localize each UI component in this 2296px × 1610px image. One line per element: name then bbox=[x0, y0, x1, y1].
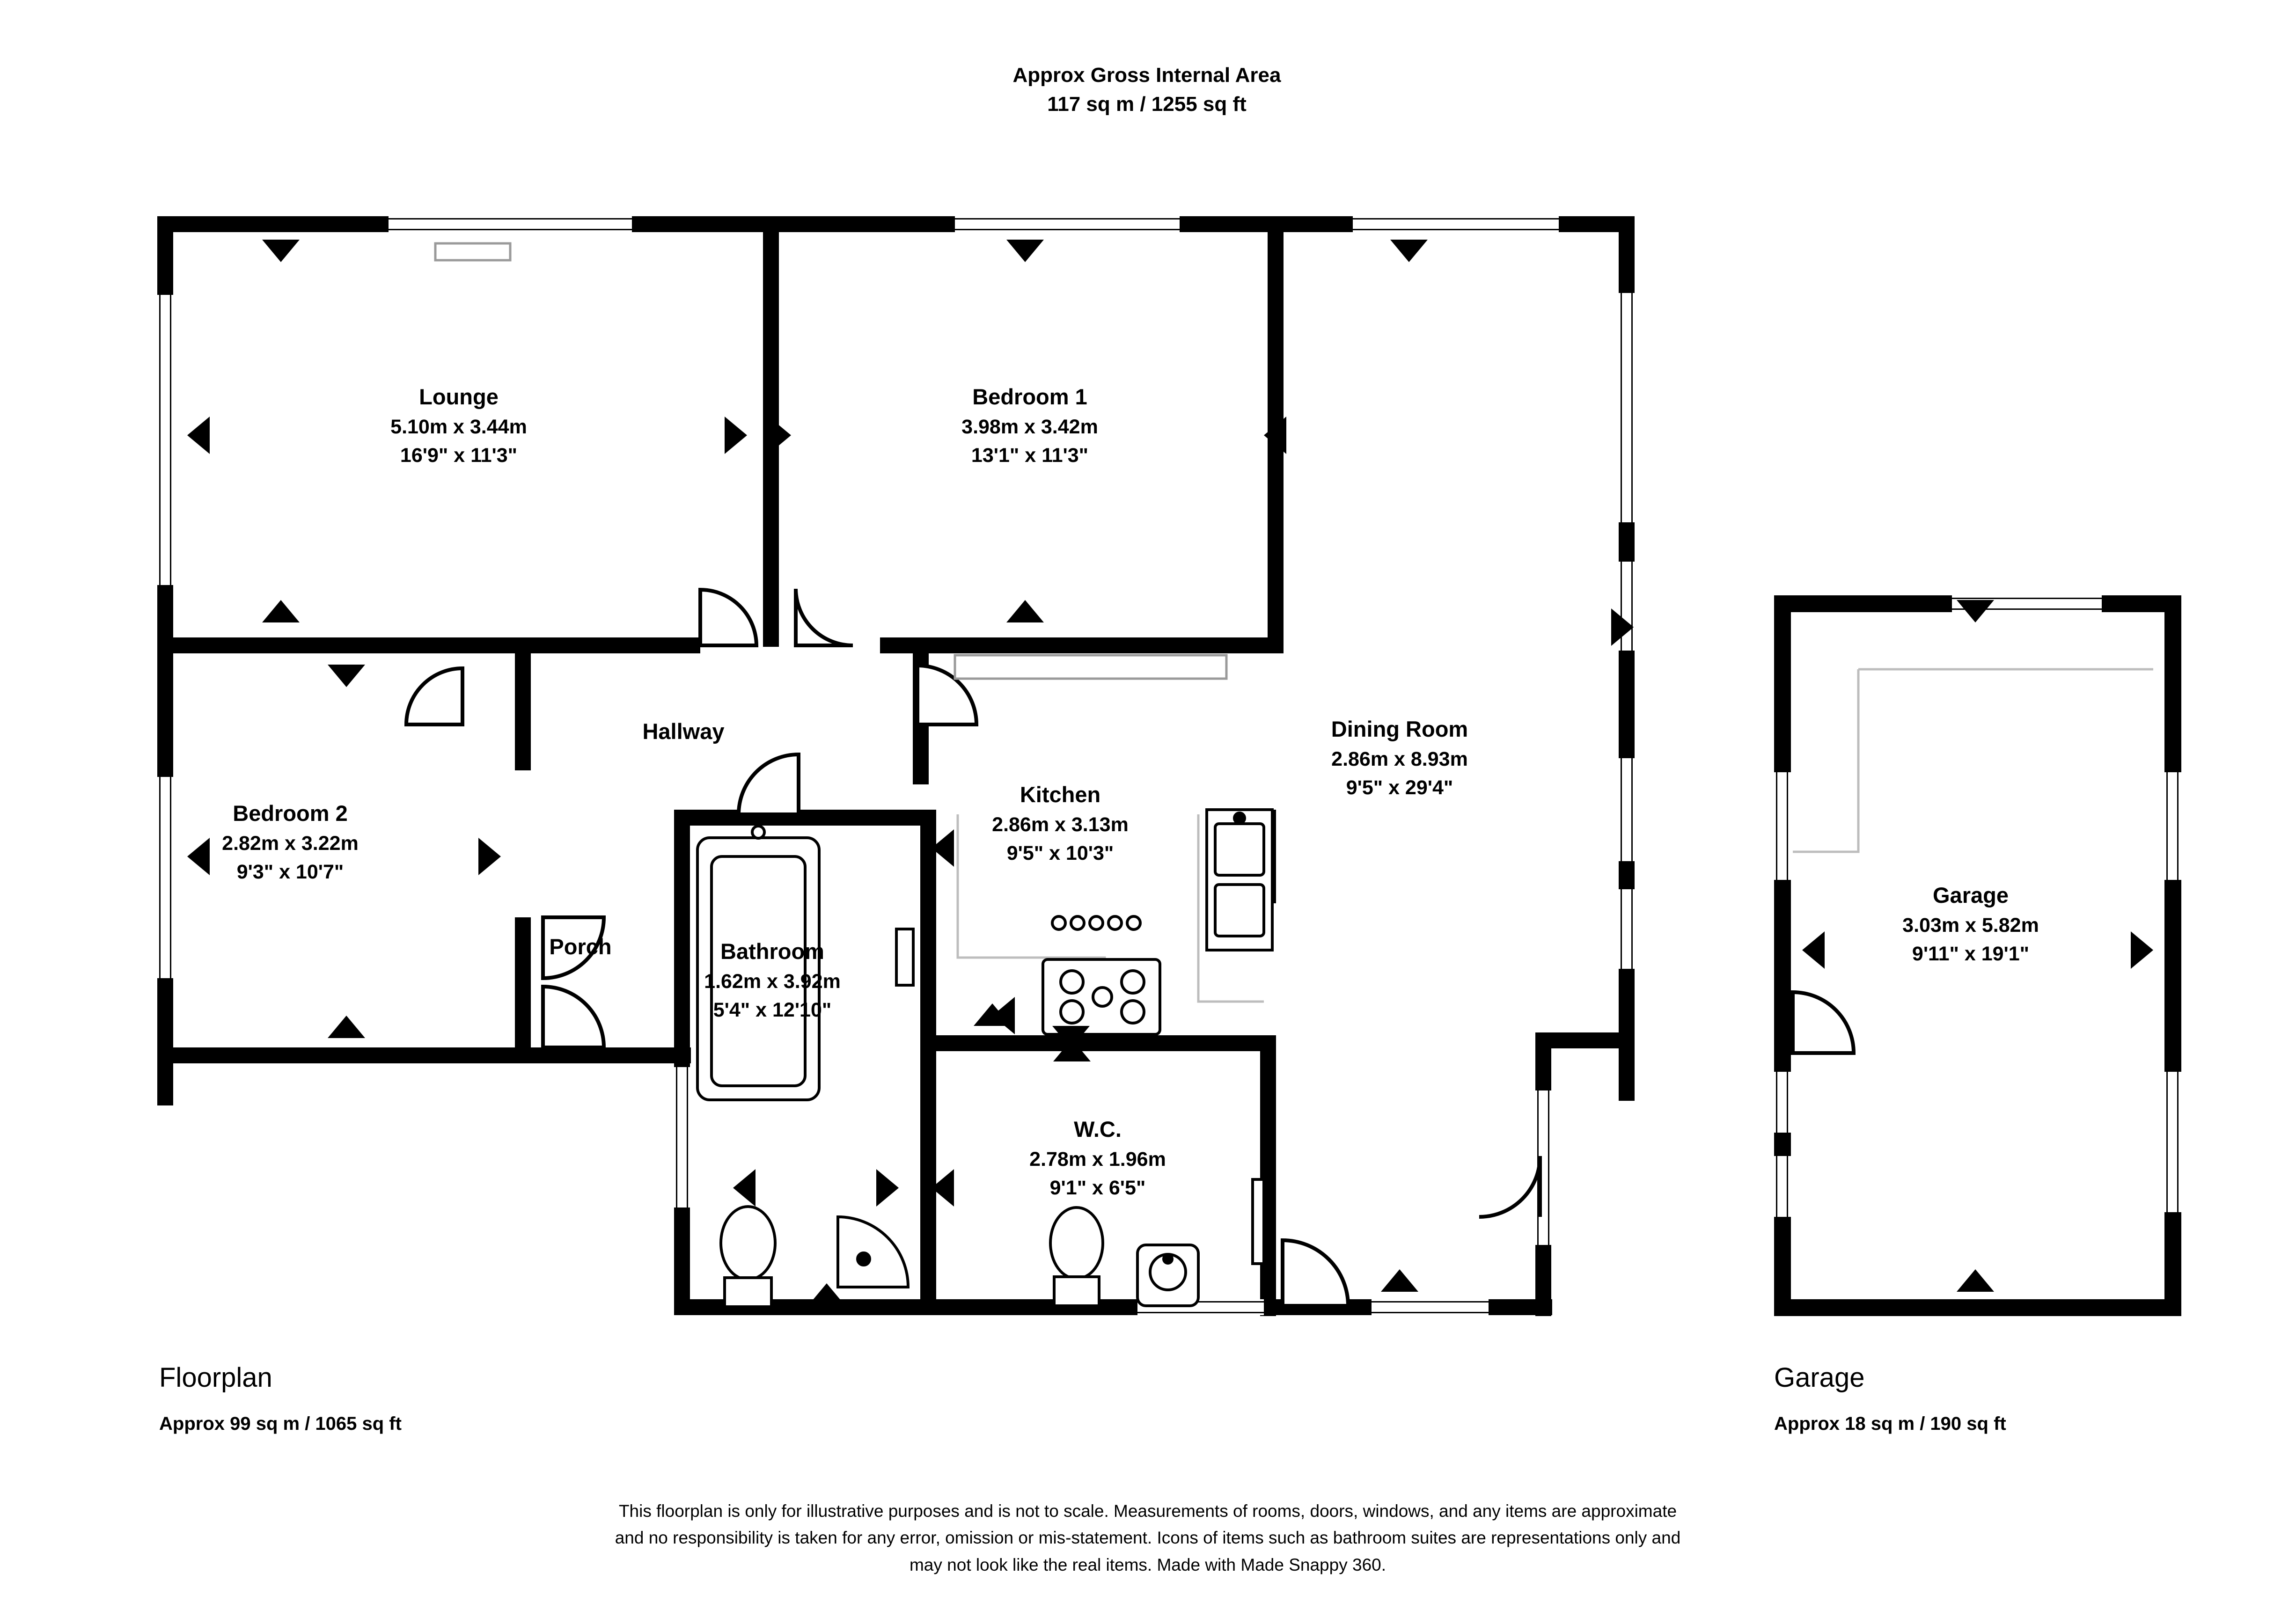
floorplan-title: Floorplan bbox=[159, 1362, 272, 1393]
room-label-garage bbox=[1840, 880, 2102, 968]
gia-line2: 117 sq m / 1255 sq ft bbox=[1047, 93, 1247, 116]
garage-name: Garage bbox=[1933, 883, 2009, 907]
room-label-hallway bbox=[594, 716, 772, 747]
disclaimer-line3: may not look like the real items. Made with Made Snappy 360. bbox=[909, 1555, 1386, 1574]
garage-imperial: 9'11" x 19'1" bbox=[1912, 942, 2030, 965]
disclaimer bbox=[305, 1498, 1990, 1578]
kitchen-metric: 2.86m x 3.13m bbox=[992, 813, 1129, 836]
wc-imperial: 9'1" x 6'5" bbox=[1049, 1176, 1146, 1199]
garage-area: Approx 18 sq m / 190 sq ft bbox=[1774, 1413, 2006, 1434]
dining-metric: 2.86m x 8.93m bbox=[1331, 747, 1468, 770]
room-label-bedroom-2 bbox=[173, 798, 407, 886]
disclaimer-line2: and no responsibility is taken for any error, omission or mis-statement. Icons of items such as bathroom suites are representations only and bbox=[615, 1528, 1681, 1548]
bedroom2-metric: 2.82m x 3.22m bbox=[222, 832, 359, 855]
room-label-dining-room bbox=[1269, 714, 1531, 802]
bathroom-fixtures bbox=[697, 826, 913, 1307]
room-label-bathroom bbox=[665, 936, 880, 1025]
room-label-kitchen bbox=[955, 779, 1166, 868]
kitchen-name: Kitchen bbox=[1020, 782, 1101, 807]
garage-metric: 3.03m x 5.82m bbox=[1902, 914, 2039, 937]
hallway-name: Hallway bbox=[642, 719, 725, 744]
garage-door bbox=[1793, 992, 1854, 1053]
room-label-porch bbox=[510, 931, 651, 963]
disclaimer-line1: This floorplan is only for illustrative purposes and is not to scale. Measurements of rooms, doors, windows, and any items are approximate bbox=[618, 1501, 1677, 1521]
dining-imperial: 9'5" x 29'4" bbox=[1346, 776, 1453, 799]
gia-line1: Approx Gross Internal Area bbox=[1012, 64, 1281, 87]
bathroom-name: Bathroom bbox=[720, 939, 824, 964]
bedroom1-metric: 3.98m x 3.42m bbox=[961, 415, 1098, 438]
bathroom-metric: 1.62m x 3.92m bbox=[704, 970, 841, 993]
floorplan-area: Approx 99 sq m / 1065 sq ft bbox=[159, 1413, 402, 1434]
lounge-imperial: 16'9" x 11'3" bbox=[400, 444, 518, 467]
lounge-metric: 5.10m x 3.44m bbox=[390, 415, 527, 438]
bathroom-imperial: 5'4" x 12'10" bbox=[713, 998, 832, 1021]
bedroom2-name: Bedroom 2 bbox=[233, 801, 348, 826]
garage-details bbox=[1793, 669, 2153, 852]
room-label-lounge bbox=[342, 381, 576, 470]
dining-name: Dining Room bbox=[1331, 717, 1468, 741]
garage-title: Garage bbox=[1774, 1362, 1865, 1393]
wc-metric: 2.78m x 1.96m bbox=[1029, 1148, 1166, 1171]
room-label-bedroom-1 bbox=[908, 381, 1152, 470]
bedroom2-imperial: 9'3" x 10'7" bbox=[236, 860, 344, 883]
wc-name: W.C. bbox=[1074, 1117, 1122, 1142]
bedroom1-imperial: 13'1" x 11'3" bbox=[971, 444, 1089, 467]
porch-name: Porch bbox=[549, 934, 612, 959]
bedroom1-name: Bedroom 1 bbox=[972, 384, 1087, 409]
lounge-name: Lounge bbox=[419, 384, 499, 409]
room-label-wc bbox=[981, 1114, 1215, 1202]
kitchen-imperial: 9'5" x 10'3" bbox=[1006, 842, 1114, 864]
